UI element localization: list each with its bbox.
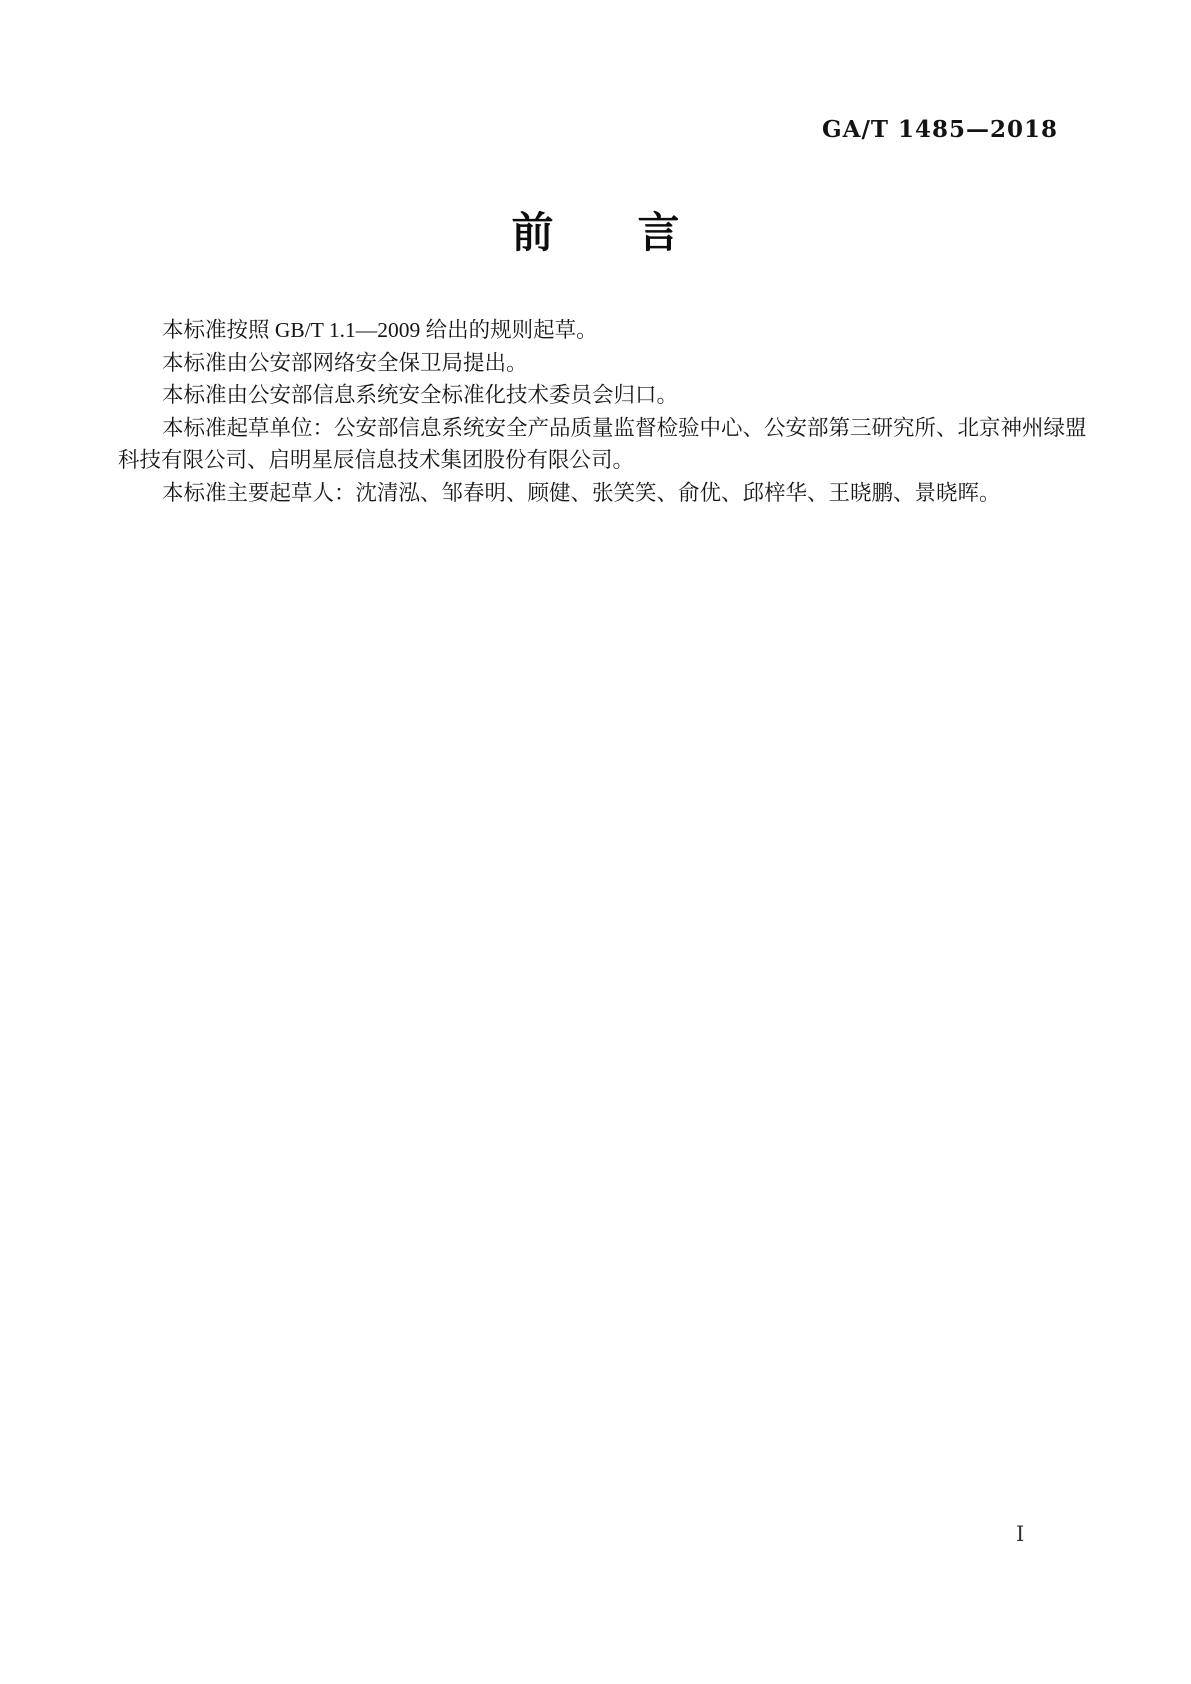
body-line: 本标准起草单位：公安部信息系统安全产品质量监督检验中心、公安部第三研究所、北京神州绿盟 <box>162 415 1087 440</box>
page-number: I <box>1016 1522 1025 1546</box>
body-line: 本标准由公安部信息系统安全标准化技术委员会归口。 <box>162 383 679 407</box>
body-line: 本标准主要起草人：沈清泓、邹春明、顾健、张笑笑、俞优、邱梓华、王晓鹏、景晓晖。 <box>162 480 1001 505</box>
foreword-body <box>118 314 1087 509</box>
body-line: 本标准按照 GB/T 1.1—2009 给出的规则起草。 <box>162 318 598 342</box>
page-title: 前 言 <box>511 209 680 256</box>
body-line: 本标准由公安部网络安全保卫局提出。 <box>162 350 528 375</box>
standard-number: GA/T 1485—2018 <box>821 116 1058 143</box>
body-line: 科技有限公司、启明星辰信息技术集团股份有限公司。 <box>118 448 635 472</box>
